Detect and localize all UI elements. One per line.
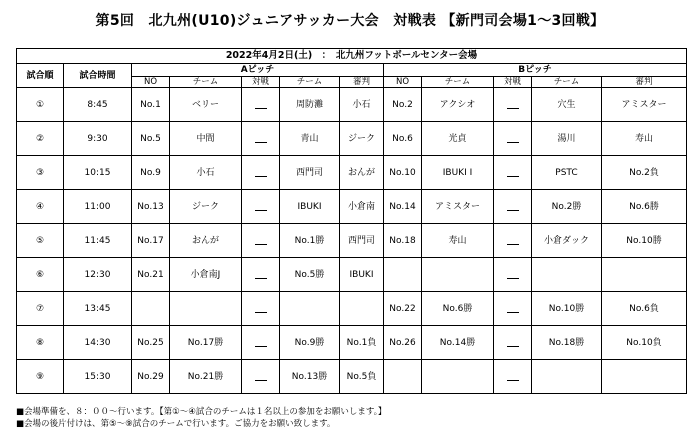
date-venue-header: 2022年4月2日(土) ： 北九州フットボールセンター会場	[17, 49, 687, 64]
pitch-b-team1	[422, 360, 494, 394]
pitch-b-no: No.10	[384, 156, 422, 190]
notes	[16, 406, 686, 430]
pitch-a-referee: 西門司	[340, 224, 384, 258]
vs-dash	[255, 107, 267, 109]
table-row	[17, 224, 687, 258]
pitch-b-referee: No.6勝	[602, 190, 687, 224]
vs-dash	[255, 243, 267, 245]
pitch-b-team1: IBUKI Ⅰ	[422, 156, 494, 190]
match-order: ②	[17, 122, 64, 156]
pitch-a-team2	[280, 292, 340, 326]
match-time: 8:45	[64, 88, 132, 122]
pitch-a-vs	[242, 122, 280, 156]
pitch-a-team2: 周防灘	[280, 88, 340, 122]
pitch-b-vs	[494, 156, 532, 190]
pitch-b-team2: No.2勝	[532, 190, 602, 224]
pitch-a-vs	[242, 156, 280, 190]
pitch-b-referee: No.6負	[602, 292, 687, 326]
pitch-a-team1: No.17勝	[170, 326, 242, 360]
pitch-a-vs	[242, 88, 280, 122]
vs-dash	[507, 107, 519, 109]
table-row	[17, 122, 687, 156]
match-rows	[17, 88, 687, 394]
pitch-a-team2: IBUKI	[280, 190, 340, 224]
pitch-b-team1: No.14勝	[422, 326, 494, 360]
table-row	[17, 88, 687, 122]
schedule-table	[16, 48, 687, 394]
header-b-referee: 審判	[602, 77, 687, 88]
pitch-a-referee	[340, 292, 384, 326]
pitch-b-vs	[494, 360, 532, 394]
note-cleanup: ■会場の後片付けは、第⑤～⑨試合のチームで行います。ご協力をお願い致します。	[16, 419, 336, 429]
header-a-no: NO	[132, 77, 170, 88]
pitch-a-team1: ベリー	[170, 88, 242, 122]
pitch-a-team2: 青山	[280, 122, 340, 156]
match-order: ⑤	[17, 224, 64, 258]
pitch-b-team1: アミスター	[422, 190, 494, 224]
pitch-a-no: No.1	[132, 88, 170, 122]
pitch-a-vs	[242, 258, 280, 292]
pitch-b-team2: 小倉ダック	[532, 224, 602, 258]
pitch-b-team1: No.6勝	[422, 292, 494, 326]
match-time: 15:30	[64, 360, 132, 394]
pitch-a-referee: 小石	[340, 88, 384, 122]
pitch-a-vs	[242, 224, 280, 258]
table-row	[17, 360, 687, 394]
pitch-b-vs	[494, 258, 532, 292]
pitch-b-team2: 湯川	[532, 122, 602, 156]
pitch-a-vs	[242, 190, 280, 224]
vs-dash	[507, 175, 519, 177]
vs-dash	[507, 277, 519, 279]
pitch-b-team1: 寿山	[422, 224, 494, 258]
match-order: ⑥	[17, 258, 64, 292]
pitch-b-team2: 穴生	[532, 88, 602, 122]
match-order: ④	[17, 190, 64, 224]
pitch-a-team1	[170, 292, 242, 326]
pitch-a-team1: 小石	[170, 156, 242, 190]
match-order: ⑧	[17, 326, 64, 360]
pitch-b-vs	[494, 224, 532, 258]
pitch-b-no: No.18	[384, 224, 422, 258]
table-row	[17, 190, 687, 224]
table-row	[17, 292, 687, 326]
pitch-b-vs	[494, 326, 532, 360]
match-time: 11:00	[64, 190, 132, 224]
pitch-a-vs	[242, 360, 280, 394]
match-order: ③	[17, 156, 64, 190]
vs-dash	[255, 209, 267, 211]
header-b-no: NO	[384, 77, 422, 88]
header-b-team2: チーム	[532, 77, 602, 88]
vs-dash	[255, 345, 267, 347]
match-order: ⑨	[17, 360, 64, 394]
header-a-team: チーム	[170, 77, 242, 88]
header-order: 試合順	[17, 64, 64, 88]
pitch-a-no: No.9	[132, 156, 170, 190]
page-title: 第5回 北九州(U10)ジュニアサッカー大会 対戦表 【新門司会場1～3回戦】	[95, 13, 605, 29]
vs-dash	[507, 209, 519, 211]
header-b-team: チーム	[422, 77, 494, 88]
table-row	[17, 258, 687, 292]
match-order: ⑦	[17, 292, 64, 326]
header-a-vs: 対戦	[242, 77, 280, 88]
vs-dash	[255, 311, 267, 313]
header-a-team2: チーム	[280, 77, 340, 88]
pitch-b-referee	[602, 258, 687, 292]
pitch-b-vs	[494, 122, 532, 156]
pitch-b-no	[384, 258, 422, 292]
match-order: ①	[17, 88, 64, 122]
vs-dash	[255, 379, 267, 381]
table-row	[17, 156, 687, 190]
pitch-a-referee: おんが	[340, 156, 384, 190]
pitch-a-team1: おんが	[170, 224, 242, 258]
pitch-a-referee: No.5負	[340, 360, 384, 394]
pitch-a-team2: No.13勝	[280, 360, 340, 394]
pitch-b-vs	[494, 190, 532, 224]
pitch-b-team2: No.10勝	[532, 292, 602, 326]
pitch-a-no: No.5	[132, 122, 170, 156]
match-time: 9:30	[64, 122, 132, 156]
pitch-b-referee: アミスター	[602, 88, 687, 122]
match-time: 14:30	[64, 326, 132, 360]
pitch-b-referee: No.10勝	[602, 224, 687, 258]
vs-dash	[255, 175, 267, 177]
pitch-b-team1: アクシオ	[422, 88, 494, 122]
pitch-a-vs	[242, 326, 280, 360]
pitch-b-team2	[532, 258, 602, 292]
note-setup: ■会場準備を、８：００～行います。【第①～④試合のチームは１名以上の参加をお願いします。】	[16, 407, 387, 417]
pitch-a-team1: 中間	[170, 122, 242, 156]
header-a-referee: 審判	[340, 77, 384, 88]
pitch-a-no	[132, 292, 170, 326]
header-b-vs: 対戦	[494, 77, 532, 88]
vs-dash	[255, 277, 267, 279]
pitch-b-team2: No.18勝	[532, 326, 602, 360]
vs-dash	[507, 379, 519, 381]
pitch-a-team2: No.1勝	[280, 224, 340, 258]
pitch-a-no: No.29	[132, 360, 170, 394]
pitch-b-team1	[422, 258, 494, 292]
pitch-a-referee: No.1負	[340, 326, 384, 360]
pitch-b-no	[384, 360, 422, 394]
pitch-a-no: No.25	[132, 326, 170, 360]
pitch-b-no: No.26	[384, 326, 422, 360]
pitch-b-no: No.22	[384, 292, 422, 326]
pitch-b-referee: 寿山	[602, 122, 687, 156]
vs-dash	[507, 141, 519, 143]
pitch-a-no: No.13	[132, 190, 170, 224]
pitch-a-team1: No.21勝	[170, 360, 242, 394]
header-pitch-b: Bピッチ	[384, 64, 687, 77]
match-time: 10:15	[64, 156, 132, 190]
pitch-b-no: No.2	[384, 88, 422, 122]
pitch-a-referee: ジーク	[340, 122, 384, 156]
pitch-b-vs	[494, 88, 532, 122]
pitch-a-referee: 小倉南	[340, 190, 384, 224]
pitch-b-referee: No.10負	[602, 326, 687, 360]
pitch-b-team2	[532, 360, 602, 394]
match-time: 12:30	[64, 258, 132, 292]
pitch-b-no: No.14	[384, 190, 422, 224]
pitch-a-no: No.17	[132, 224, 170, 258]
pitch-a-team2: No.9勝	[280, 326, 340, 360]
header-pitch-a: Aピッチ	[132, 64, 384, 77]
vs-dash	[507, 345, 519, 347]
header-time: 試合時間	[64, 64, 132, 88]
pitch-a-no: No.21	[132, 258, 170, 292]
pitch-b-team2: PSTC	[532, 156, 602, 190]
pitch-b-team1: 光貞	[422, 122, 494, 156]
match-time: 13:45	[64, 292, 132, 326]
pitch-b-no: No.6	[384, 122, 422, 156]
pitch-b-referee: No.2負	[602, 156, 687, 190]
pitch-a-team1: 小倉南J	[170, 258, 242, 292]
pitch-a-referee: IBUKI	[340, 258, 384, 292]
pitch-a-team1: ジーク	[170, 190, 242, 224]
pitch-a-vs	[242, 292, 280, 326]
vs-dash	[255, 141, 267, 143]
pitch-b-referee	[602, 360, 687, 394]
vs-dash	[507, 243, 519, 245]
vs-dash	[507, 311, 519, 313]
pitch-a-team2: No.5勝	[280, 258, 340, 292]
pitch-b-vs	[494, 292, 532, 326]
pitch-a-team2: 西門司	[280, 156, 340, 190]
table-row	[17, 326, 687, 360]
match-time: 11:45	[64, 224, 132, 258]
